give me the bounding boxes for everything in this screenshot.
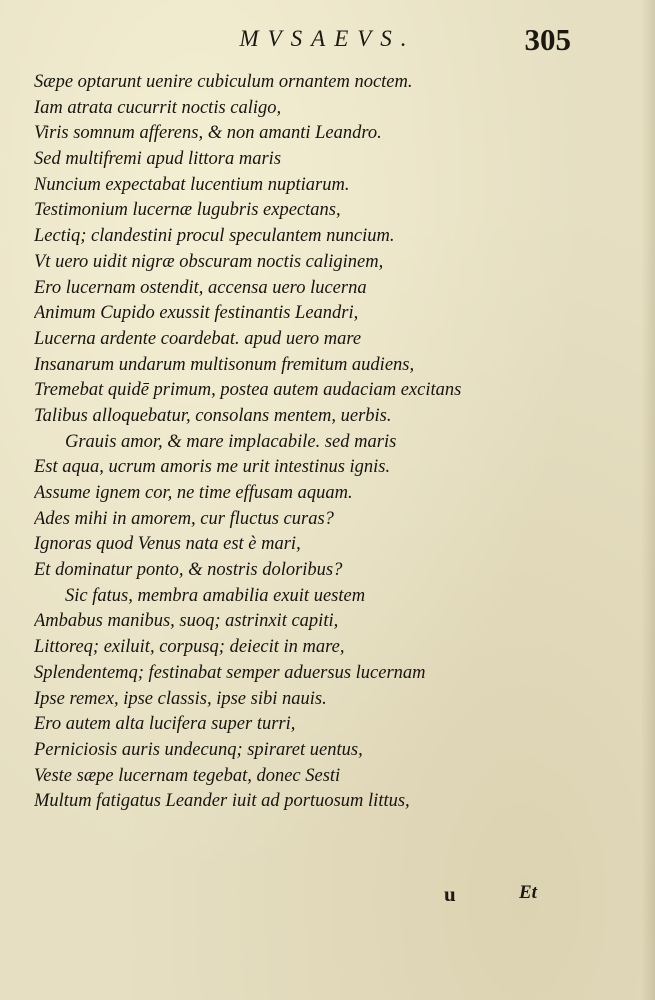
verse-line: Ignoras quod Venus nata est è mari,: [34, 534, 301, 555]
verse-line: Lucerna ardente coardebat. apud uero mare: [34, 328, 362, 349]
verse-line: Est aqua, ucrum amoris me urit intestinus ignis.: [34, 457, 391, 478]
verse-line: Ambabus manibus, suoq; astrinxit capiti,: [34, 611, 339, 632]
verse-line: Littoreq; exiluit, corpusq; deiecit in mare,: [34, 637, 345, 658]
page-number: 305: [524, 22, 571, 57]
verse-line: Ero lucernam ostendit, accensa uero lucerna: [34, 277, 367, 298]
verse-line: Sed multifremi apud littora maris: [34, 149, 282, 170]
verse-line: Talibus alloquebatur, consolans mentem, uerbis.: [34, 405, 392, 426]
verse-line: Assume ignem cor, ne time effusam aquam.: [34, 483, 353, 503]
verse-line: Iam atrata cucurrit noctis caligo,: [34, 97, 282, 118]
verse-line: Tremebat quidē primum, postea autem audaciam excitans: [34, 380, 462, 401]
verse-line: Nuncium expectabat lucentium nuptiarum.: [34, 174, 350, 195]
verse-line: Animum Cupido exussit festinantis Leandri,: [34, 303, 359, 324]
signature-mark: u: [444, 882, 456, 906]
verse-line: Lectiq; clandestini procul speculantem nuncium.: [34, 226, 395, 247]
verse-line: Ero autem alta lucifera super turri,: [34, 714, 296, 735]
verse-line: Et dominatur ponto, & nostris doloribus?: [34, 560, 343, 581]
verse-line: Splendentemq; festinabat semper aduersus lucernam: [34, 662, 426, 683]
catchword: Et: [519, 882, 537, 903]
verse-line: Veste sæpe lucernam tegebat, donec Sesti: [34, 765, 341, 786]
verse-line: Testimonium lucernæ lugubris expectans,: [34, 200, 341, 221]
verse-line: Insanarum undarum multisonum fremitum audiens,: [34, 354, 415, 375]
page-footer: [0, 882, 655, 912]
running-head: MVSAEVS.: [239, 26, 416, 51]
verse-line: Perniciosis auris undecunq; spiraret uentus,: [34, 739, 363, 760]
verse-line: Sæpe optarunt uenire cubiculum ornantem noctem.: [34, 72, 413, 92]
verse-line: Vt uero uidit nigræ obscuram noctis caliginem,: [34, 251, 384, 272]
verse-line: Sic fatus, membra amabilia exuit uestem: [65, 585, 366, 606]
verse-line: Ades mihi in amorem, cur fluctus curas?: [34, 508, 334, 529]
verse-text: [34, 70, 599, 815]
verse-line: Viris somnum afferens, & non amanti Leandro.: [34, 123, 382, 144]
verse-line: Ipse remex, ipse classis, ipse sibi nauis.: [34, 688, 327, 709]
verse-line: Multum fatigatus Leander iuit ad portuosum littus,: [34, 791, 410, 812]
verse-line: Grauis amor, & mare implacabile. sed maris: [65, 431, 397, 452]
